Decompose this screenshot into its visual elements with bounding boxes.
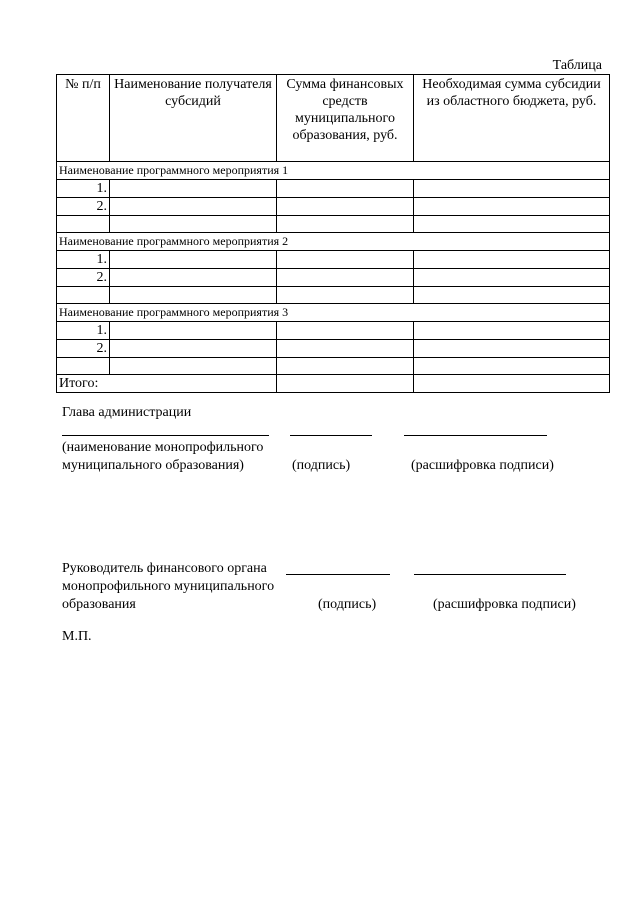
finance-title-2: монопрофильного муниципального [62,579,275,594]
header-num: № п/п [57,75,110,162]
cell-municipal-sum [277,322,414,340]
cell-recipient [110,216,277,233]
table-row [57,216,610,233]
signature-caption: (подпись) [292,458,351,473]
cell-recipient [110,340,277,358]
section-title: Наименование программного мероприятия 3 [57,304,610,322]
decoding-caption: (расшифровка подписи) [411,458,554,473]
cell-recipient [110,269,277,287]
row-number: 1. [57,322,110,340]
header-recipient: Наименование получателя субсидий [110,75,277,162]
table-row [57,251,610,269]
name-line [62,435,269,436]
cell-recipient [110,322,277,340]
cell-municipal-sum [277,358,414,375]
header-municipal-sum: Сумма финансовых средств муниципального образования, руб. [277,75,414,162]
row-number [57,358,110,375]
subsidy-table [56,74,610,393]
table-row [57,322,610,340]
cell-regional-sum [414,198,610,216]
cell-recipient [110,180,277,198]
cell-regional-sum [414,340,610,358]
total-row [57,375,610,393]
cell-recipient [110,287,277,304]
cell-municipal-sum [277,198,414,216]
cell-recipient [110,251,277,269]
name-caption-1: (наименование монопрофильного [62,440,264,455]
signature-line [286,574,390,575]
row-number: 1. [57,251,110,269]
finance-title-3: образования [62,597,136,612]
cell-recipient [110,358,277,375]
header-regional-sum: Необходимая сумма субсидии из областного бюджета, руб. [414,75,610,162]
table-header-row [57,75,610,162]
section-row [57,162,610,180]
section-title: Наименование программного мероприятия 2 [57,233,610,251]
section-row [57,304,610,322]
cell-recipient [110,198,277,216]
decoding-caption: (расшифровка подписи) [433,597,576,612]
cell-regional-sum [414,216,610,233]
decoding-line [414,574,566,575]
row-number [57,287,110,304]
total-label: Итого: [57,375,277,393]
section-row [57,233,610,251]
table-row [57,180,610,198]
decoding-line [404,435,547,436]
cell-regional-sum [414,322,610,340]
cell-regional-sum [414,358,610,375]
table-row [57,198,610,216]
cell-municipal-sum [277,251,414,269]
signature-line [290,435,372,436]
row-number: 1. [57,180,110,198]
table-caption: Таблица [552,58,602,73]
cell-municipal-sum [277,269,414,287]
name-caption-2: муниципального образования) [62,458,244,473]
cell-municipal-sum [277,340,414,358]
stamp-place: М.П. [62,629,92,644]
section-title: Наименование программного мероприятия 1 [57,162,610,180]
row-number: 2. [57,340,110,358]
row-number [57,216,110,233]
cell-municipal-sum [277,216,414,233]
table-row [57,358,610,375]
table-row [57,269,610,287]
total-regional-sum [414,375,610,393]
cell-regional-sum [414,287,610,304]
table-row [57,287,610,304]
signature-caption: (подпись) [318,597,377,612]
cell-regional-sum [414,269,610,287]
cell-regional-sum [414,180,610,198]
table-row [57,340,610,358]
cell-municipal-sum [277,287,414,304]
cell-municipal-sum [277,180,414,198]
cell-regional-sum [414,251,610,269]
head-title: Глава администрации [62,405,192,420]
row-number: 2. [57,198,110,216]
total-municipal-sum [277,375,414,393]
row-number: 2. [57,269,110,287]
finance-title-1: Руководитель финансового органа [62,561,267,576]
